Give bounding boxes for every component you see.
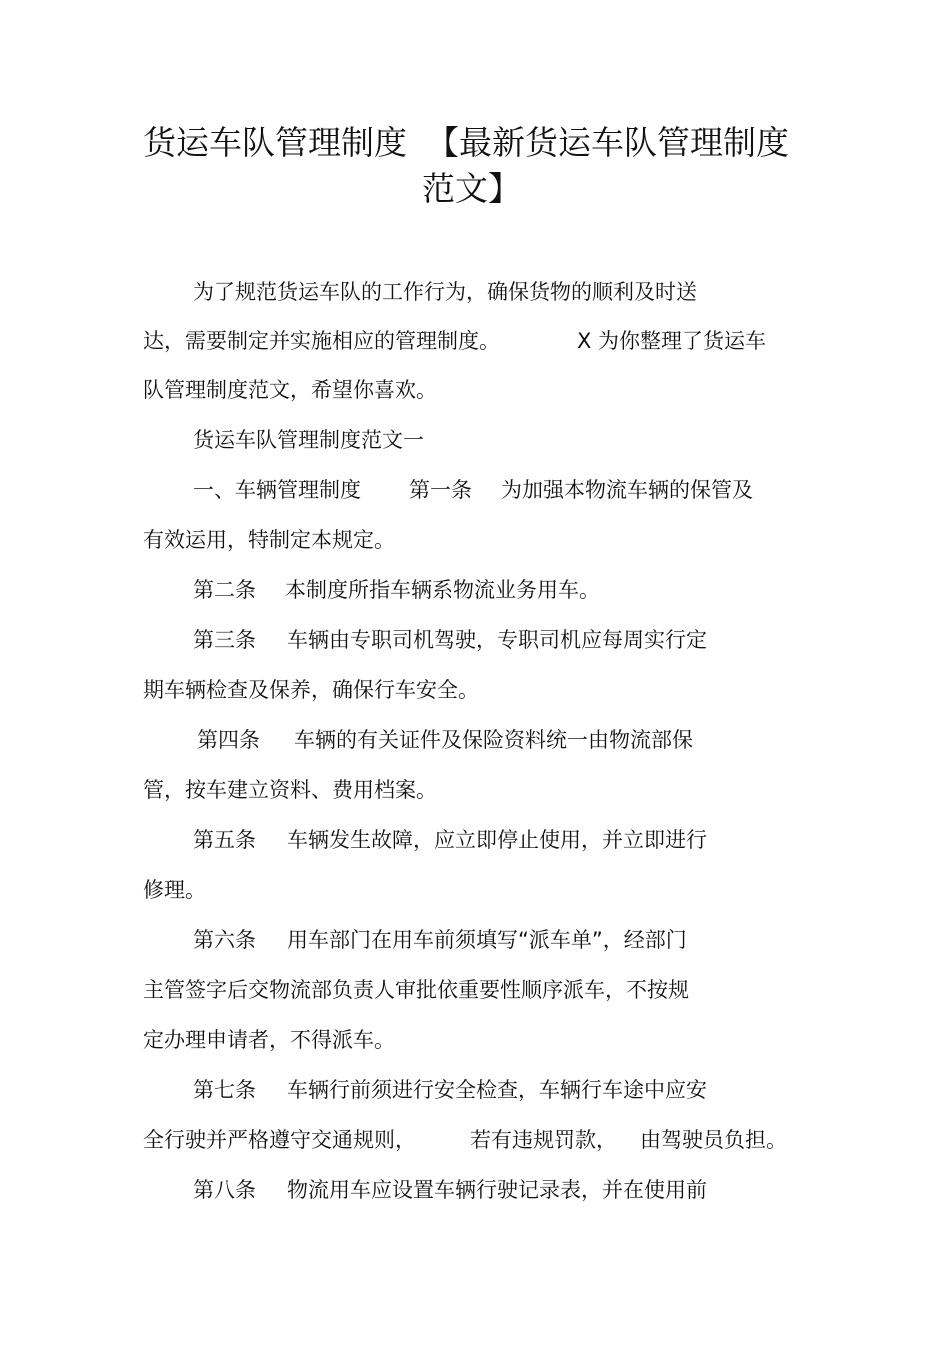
title-part-1: 货运车队管理制度 xyxy=(143,123,407,162)
paragraph-line: 为了规范货运车队的工作行为，确保货物的顺利及时送 xyxy=(193,280,697,304)
paragraph-line: X 为你整理了货运车 xyxy=(577,329,767,353)
article-number: 第五条 xyxy=(193,828,256,852)
section-heading: 货运车队管理制度范文一 xyxy=(193,428,424,452)
article-text: 用车部门在用车前须填写“派车单”，经部门 xyxy=(287,928,687,952)
article-text: 管，按车建立资料、费用档案。 xyxy=(143,778,437,802)
article-number: 第六条 xyxy=(193,928,256,952)
title-part-3: 范文】 xyxy=(422,169,521,208)
article-number: 第八条 xyxy=(193,1178,256,1202)
article-text: 车辆发生故障，应立即停止使用，并立即进行 xyxy=(287,828,707,852)
article-text: 车辆由专职司机驾驶，专职司机应每周实行定 xyxy=(287,628,707,652)
article-number: 第七条 xyxy=(193,1078,256,1102)
article-number: 第四条 xyxy=(197,728,260,752)
article-number: 第一条 xyxy=(409,478,472,502)
article-text: 本制度所指车辆系物流业务用车。 xyxy=(285,578,600,602)
article-text: 全行驶并严格遵守交通规则， xyxy=(143,1128,416,1152)
article-number: 第二条 xyxy=(193,578,256,602)
article-text: 若有违规罚款， xyxy=(470,1128,617,1152)
title-part-2: 【最新货运车队管理制度 xyxy=(426,123,789,162)
paragraph-line: 达，需要制定并实施相应的管理制度。 xyxy=(143,329,500,353)
chapter-heading: 一、车辆管理制度 xyxy=(193,478,361,502)
article-text: 车辆行前须进行安全检查，车辆行车途中应安 xyxy=(287,1078,707,1102)
article-text: 物流用车应设置车辆行驶记录表，并在使用前 xyxy=(287,1178,707,1202)
article-text: 为加强本物流车辆的保管及 xyxy=(501,478,753,502)
article-text: 主管签字后交物流部负责人审批依重要性顺序派车，不按规 xyxy=(143,978,689,1002)
article-text: 有效运用，特制定本规定。 xyxy=(143,528,395,552)
article-number: 第三条 xyxy=(193,628,256,652)
article-text: 定办理申请者，不得派车。 xyxy=(143,1028,395,1052)
article-text: 期车辆检查及保养，确保行车安全。 xyxy=(143,678,479,702)
paragraph-line: 队管理制度范文，希望你喜欢。 xyxy=(143,378,437,402)
article-text: 车辆的有关证件及保险资料统一由物流部保 xyxy=(294,728,693,752)
article-text: 修理。 xyxy=(143,878,206,902)
article-text: 由驾驶员负担。 xyxy=(640,1128,787,1152)
